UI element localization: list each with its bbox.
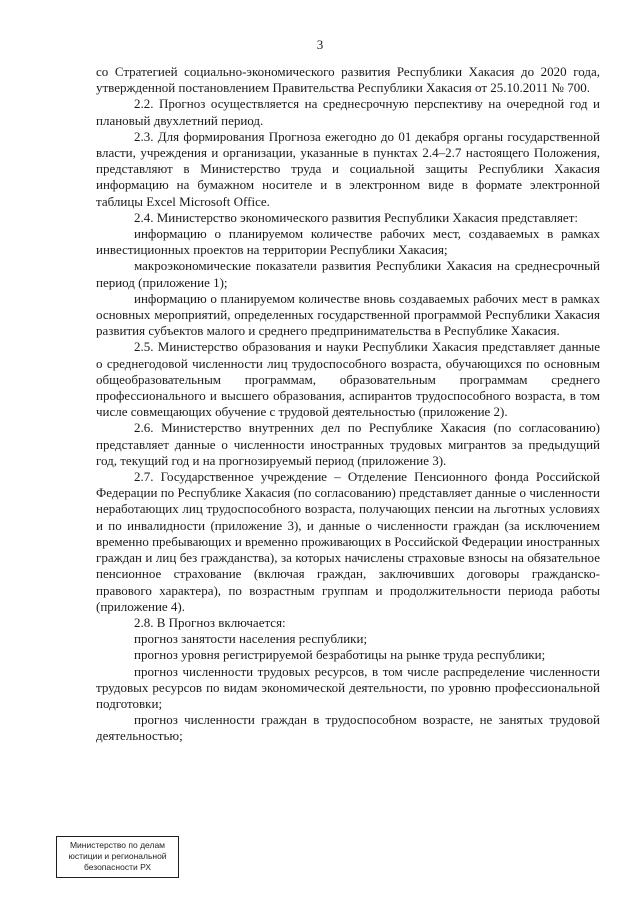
paragraph: 2.4. Министерство экономического развития Республики Хакасия представляет: (134, 209, 578, 225)
paragraph: информацию о планируемом количестве вновь создаваемых рабочих мест в рамках основных мероприятий, определенных государственной программой Республики Хакасия развития субъектов малого и среднего предпринимательства в Республике Хакасия. (96, 290, 600, 339)
paragraph: 2.6. Министерство внутренних дел по Республике Хакасия (по согласованию) представляет данные о численности иностранных трудовых мигрантов за предыдущий год, текущий год и на прогнозируемый период (приложение 3). (96, 420, 600, 468)
stamp-line: Министерство по делам (69, 840, 166, 850)
paragraph: прогноз численности трудовых ресурсов, в том числе распределение численности трудовых ресурсов по видам экономической деятельности, по уровню профессиональной подготовки; (96, 663, 600, 711)
paragraph: прогноз численности граждан в трудоспособном возрасте, не занятых трудовой деятельностью; (96, 712, 600, 744)
paragraph: макроэкономические показатели развития Республики Хакасия на среднесрочный период (приложение 1); (96, 258, 600, 290)
paragraph: 2.7. Государственное учреждение – Отделение Пенсионного фонда Российской Федерации по Республике Хакасия (по согласованию) представляет данные о численности неработающих лиц трудоспособного возраста, получающих пенсии на льготных условиях и по инвалидности (приложение 3), и данные о численности граждан (за исключением временно пребывающих и временно проживающих в Российской Федерации иностранных граждан и лиц без гражданства), за которых начислены страховые взносы на обязательное пенсионное страхование (включая граждан, заключивших договоры гражданско-правового характера), по возрастным группам и продолжительности периода работы (приложение 4). (96, 469, 600, 614)
page-number: 3 (316, 37, 324, 52)
paragraph: информацию о планируемом количестве рабочих мест, создаваемых в рамках инвестиционных проектов на территории Республики Хакасия; (96, 226, 600, 258)
paragraph: 2.2. Прогноз осуществляется на среднесрочную перспективу на очередной год и плановый двухлетний период. (96, 96, 600, 128)
paragraph: 2.3. Для формирования Прогноза ежегодно до 01 декабря органы государственной власти, учреждения и организации, указанные в пунктах 2.4–2.7 настоящего Положения, представляют в Министерство труда и социальной защиты Республики Хакасия информацию на бумажном носителе и в электронном виде в формате электронной таблицы Excel Microsoft Office. (96, 128, 600, 209)
paragraph: 2.5. Министерство образования и науки Республики Хакасия представляет данные о среднегодовой численности лиц трудоспособного возраста, обучающихся по основным общеобразовательным программам, образовательным программам среднего профессионального и высшего образования, аспирантов трудоспособного возраста, в том числе совмещающих обучение с трудовой деятельностью (приложение 2). (96, 339, 600, 420)
paragraph: прогноз занятости населения республики; (134, 631, 368, 647)
paragraph: 2.8. В Прогноз включается: (134, 614, 286, 630)
stamp-line: юстиции и региональной (68, 851, 167, 861)
registration-stamp (56, 836, 179, 878)
paragraph: со Стратегией социально-экономического развития Республики Хакасия до 2020 года, утвержденной постановлением Правительства Республики Хакасия от 25.10.2011 № 700. (96, 64, 600, 96)
document-body (96, 64, 600, 745)
stamp-line: безопасности РХ (83, 862, 152, 872)
paragraph: прогноз уровня регистрируемой безработицы на рынке труда республики; (134, 647, 546, 663)
